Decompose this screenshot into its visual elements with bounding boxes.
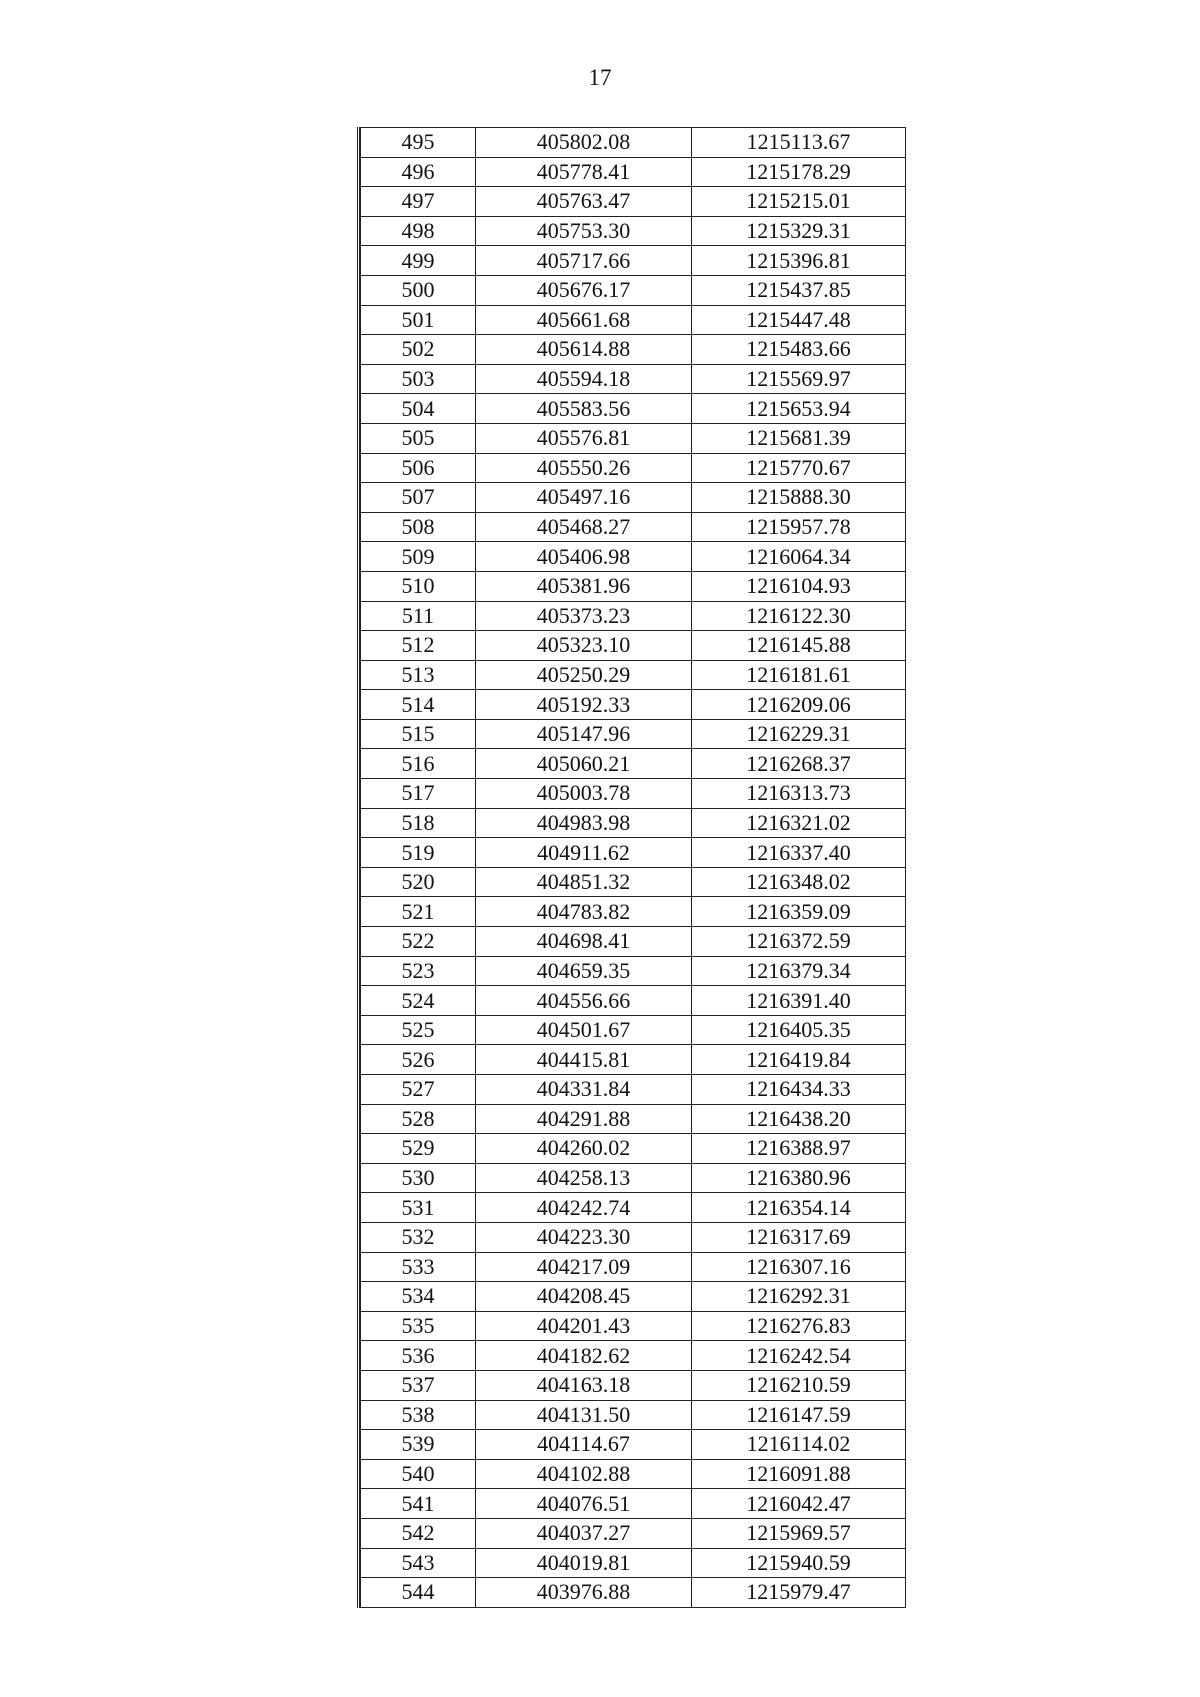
x-coordinate-cell: 405323.10 — [476, 631, 692, 661]
point-number-cell: 523 — [361, 956, 476, 986]
point-number-cell: 543 — [361, 1548, 476, 1578]
point-number-cell: 522 — [361, 927, 476, 957]
point-number-cell: 521 — [361, 897, 476, 927]
table-row — [361, 1163, 906, 1193]
point-number-cell: 540 — [361, 1459, 476, 1489]
table-row — [361, 1578, 906, 1608]
y-coordinate-cell: 1216229.31 — [692, 719, 906, 749]
point-number-cell: 517 — [361, 779, 476, 809]
point-number-cell: 496 — [361, 157, 476, 187]
point-number-cell: 498 — [361, 216, 476, 246]
x-coordinate-cell: 405003.78 — [476, 779, 692, 809]
y-coordinate-cell: 1215888.30 — [692, 483, 906, 513]
y-coordinate-cell: 1216379.34 — [692, 956, 906, 986]
point-number-cell: 495 — [361, 128, 476, 158]
y-coordinate-cell: 1215979.47 — [692, 1578, 906, 1608]
y-coordinate-cell: 1216122.30 — [692, 601, 906, 631]
y-coordinate-cell: 1216337.40 — [692, 838, 906, 868]
point-number-cell: 516 — [361, 749, 476, 779]
point-number-cell: 520 — [361, 867, 476, 897]
y-coordinate-cell: 1215113.67 — [692, 128, 906, 158]
table-row — [361, 1282, 906, 1312]
x-coordinate-cell: 404102.88 — [476, 1459, 692, 1489]
y-coordinate-cell: 1216388.97 — [692, 1134, 906, 1164]
x-coordinate-cell: 404556.66 — [476, 986, 692, 1016]
y-coordinate-cell: 1216313.73 — [692, 779, 906, 809]
point-number-cell: 499 — [361, 246, 476, 276]
point-number-cell: 529 — [361, 1134, 476, 1164]
table-row — [361, 897, 906, 927]
point-number-cell: 501 — [361, 305, 476, 335]
y-coordinate-cell: 1216268.37 — [692, 749, 906, 779]
table-row — [361, 246, 906, 276]
table-row — [361, 986, 906, 1016]
point-number-cell: 541 — [361, 1489, 476, 1519]
x-coordinate-cell: 404131.50 — [476, 1400, 692, 1430]
x-coordinate-cell: 405717.66 — [476, 246, 692, 276]
table-row — [361, 601, 906, 631]
x-coordinate-cell: 405381.96 — [476, 571, 692, 601]
x-coordinate-cell: 405614.88 — [476, 335, 692, 365]
y-coordinate-cell: 1216391.40 — [692, 986, 906, 1016]
table-row — [361, 631, 906, 661]
point-number-cell: 504 — [361, 394, 476, 424]
table-row — [361, 216, 906, 246]
x-coordinate-cell: 404783.82 — [476, 897, 692, 927]
point-number-cell: 497 — [361, 187, 476, 217]
table-row — [361, 423, 906, 453]
point-number-cell: 531 — [361, 1193, 476, 1223]
x-coordinate-cell: 405550.26 — [476, 453, 692, 483]
coordinate-table-body — [361, 128, 906, 1608]
point-number-cell: 544 — [361, 1578, 476, 1608]
table-row — [361, 571, 906, 601]
table-row — [361, 394, 906, 424]
y-coordinate-cell: 1215569.97 — [692, 364, 906, 394]
x-coordinate-cell: 404201.43 — [476, 1311, 692, 1341]
table-row — [361, 1045, 906, 1075]
table-row — [361, 1548, 906, 1578]
x-coordinate-cell: 405250.29 — [476, 660, 692, 690]
point-number-cell: 509 — [361, 542, 476, 572]
y-coordinate-cell: 1215483.66 — [692, 335, 906, 365]
x-coordinate-cell: 405583.56 — [476, 394, 692, 424]
x-coordinate-cell: 404242.74 — [476, 1193, 692, 1223]
y-coordinate-cell: 1216042.47 — [692, 1489, 906, 1519]
point-number-cell: 518 — [361, 808, 476, 838]
y-coordinate-cell: 1216210.59 — [692, 1370, 906, 1400]
table-row — [361, 867, 906, 897]
table-row — [361, 956, 906, 986]
x-coordinate-cell: 404911.62 — [476, 838, 692, 868]
x-coordinate-cell: 403976.88 — [476, 1578, 692, 1608]
x-coordinate-cell: 404331.84 — [476, 1075, 692, 1105]
y-coordinate-cell: 1215969.57 — [692, 1518, 906, 1548]
table-row — [361, 808, 906, 838]
point-number-cell: 514 — [361, 690, 476, 720]
point-number-cell: 528 — [361, 1104, 476, 1134]
y-coordinate-cell: 1216104.93 — [692, 571, 906, 601]
point-number-cell: 505 — [361, 423, 476, 453]
y-coordinate-cell: 1216114.02 — [692, 1430, 906, 1460]
point-number-cell: 527 — [361, 1075, 476, 1105]
table-row — [361, 1222, 906, 1252]
point-number-cell: 524 — [361, 986, 476, 1016]
x-coordinate-cell: 405753.30 — [476, 216, 692, 246]
x-coordinate-cell: 405778.41 — [476, 157, 692, 187]
point-number-cell: 503 — [361, 364, 476, 394]
x-coordinate-cell: 404076.51 — [476, 1489, 692, 1519]
point-number-cell: 530 — [361, 1163, 476, 1193]
table-row — [361, 483, 906, 513]
x-coordinate-cell: 405661.68 — [476, 305, 692, 335]
y-coordinate-cell: 1216276.83 — [692, 1311, 906, 1341]
point-number-cell: 525 — [361, 1015, 476, 1045]
point-number-cell: 515 — [361, 719, 476, 749]
table-row — [361, 779, 906, 809]
x-coordinate-cell: 404983.98 — [476, 808, 692, 838]
point-number-cell: 542 — [361, 1518, 476, 1548]
table-row — [361, 1370, 906, 1400]
y-coordinate-cell: 1216242.54 — [692, 1341, 906, 1371]
table-row — [361, 838, 906, 868]
table-row — [361, 1518, 906, 1548]
y-coordinate-cell: 1216434.33 — [692, 1075, 906, 1105]
y-coordinate-cell: 1215396.81 — [692, 246, 906, 276]
point-number-cell: 502 — [361, 335, 476, 365]
point-number-cell: 535 — [361, 1311, 476, 1341]
x-coordinate-cell: 405676.17 — [476, 275, 692, 305]
table-row — [361, 1193, 906, 1223]
y-coordinate-cell: 1215681.39 — [692, 423, 906, 453]
point-number-cell: 538 — [361, 1400, 476, 1430]
point-number-cell: 539 — [361, 1430, 476, 1460]
point-number-cell: 532 — [361, 1222, 476, 1252]
y-coordinate-cell: 1216145.88 — [692, 631, 906, 661]
y-coordinate-cell: 1215178.29 — [692, 157, 906, 187]
y-coordinate-cell: 1216419.84 — [692, 1045, 906, 1075]
y-coordinate-cell: 1216348.02 — [692, 867, 906, 897]
point-number-cell: 511 — [361, 601, 476, 631]
table-row — [361, 364, 906, 394]
y-coordinate-cell: 1216292.31 — [692, 1282, 906, 1312]
y-coordinate-cell: 1216209.06 — [692, 690, 906, 720]
coordinate-table — [360, 127, 906, 1608]
y-coordinate-cell: 1216181.61 — [692, 660, 906, 690]
y-coordinate-cell: 1215215.01 — [692, 187, 906, 217]
table-row — [361, 1252, 906, 1282]
y-coordinate-cell: 1216321.02 — [692, 808, 906, 838]
x-coordinate-cell: 404163.18 — [476, 1370, 692, 1400]
x-coordinate-cell: 404114.67 — [476, 1430, 692, 1460]
y-coordinate-cell: 1216147.59 — [692, 1400, 906, 1430]
page-number: 17 — [588, 65, 612, 90]
point-number-cell: 506 — [361, 453, 476, 483]
point-number-cell: 526 — [361, 1045, 476, 1075]
table-row — [361, 1459, 906, 1489]
table-row — [361, 690, 906, 720]
table-row — [361, 749, 906, 779]
y-coordinate-cell: 1215447.48 — [692, 305, 906, 335]
table-row — [361, 1104, 906, 1134]
y-coordinate-cell: 1215940.59 — [692, 1548, 906, 1578]
x-coordinate-cell: 405468.27 — [476, 512, 692, 542]
table-row — [361, 335, 906, 365]
point-number-cell: 512 — [361, 631, 476, 661]
x-coordinate-cell: 405576.81 — [476, 423, 692, 453]
point-number-cell: 500 — [361, 275, 476, 305]
y-coordinate-cell: 1216372.59 — [692, 927, 906, 957]
x-coordinate-cell: 404037.27 — [476, 1518, 692, 1548]
y-coordinate-cell: 1215653.94 — [692, 394, 906, 424]
point-number-cell: 513 — [361, 660, 476, 690]
y-coordinate-cell: 1215957.78 — [692, 512, 906, 542]
point-number-cell: 519 — [361, 838, 476, 868]
table-row — [361, 305, 906, 335]
table-row — [361, 512, 906, 542]
y-coordinate-cell: 1216405.35 — [692, 1015, 906, 1045]
y-coordinate-cell: 1216064.34 — [692, 542, 906, 572]
table-row — [361, 1489, 906, 1519]
x-coordinate-cell: 404291.88 — [476, 1104, 692, 1134]
table-row — [361, 1015, 906, 1045]
x-coordinate-cell: 404698.41 — [476, 927, 692, 957]
table-row — [361, 187, 906, 217]
table-row — [361, 1341, 906, 1371]
y-coordinate-cell: 1215770.67 — [692, 453, 906, 483]
table-row — [361, 660, 906, 690]
x-coordinate-cell: 404182.62 — [476, 1341, 692, 1371]
coordinate-table-container — [357, 127, 905, 1608]
x-coordinate-cell: 405802.08 — [476, 128, 692, 158]
y-coordinate-cell: 1215329.31 — [692, 216, 906, 246]
y-coordinate-cell: 1216438.20 — [692, 1104, 906, 1134]
point-number-cell: 536 — [361, 1341, 476, 1371]
x-coordinate-cell: 404208.45 — [476, 1282, 692, 1312]
table-row — [361, 1311, 906, 1341]
table-row — [361, 1430, 906, 1460]
x-coordinate-cell: 405763.47 — [476, 187, 692, 217]
x-coordinate-cell: 404415.81 — [476, 1045, 692, 1075]
y-coordinate-cell: 1216380.96 — [692, 1163, 906, 1193]
x-coordinate-cell: 405147.96 — [476, 719, 692, 749]
x-coordinate-cell: 404501.67 — [476, 1015, 692, 1045]
y-coordinate-cell: 1216354.14 — [692, 1193, 906, 1223]
y-coordinate-cell: 1215437.85 — [692, 275, 906, 305]
y-coordinate-cell: 1216307.16 — [692, 1252, 906, 1282]
point-number-cell: 510 — [361, 571, 476, 601]
y-coordinate-cell: 1216317.69 — [692, 1222, 906, 1252]
x-coordinate-cell: 405406.98 — [476, 542, 692, 572]
x-coordinate-cell: 404258.13 — [476, 1163, 692, 1193]
x-coordinate-cell: 404217.09 — [476, 1252, 692, 1282]
y-coordinate-cell: 1216091.88 — [692, 1459, 906, 1489]
table-row — [361, 1400, 906, 1430]
x-coordinate-cell: 405060.21 — [476, 749, 692, 779]
x-coordinate-cell: 404260.02 — [476, 1134, 692, 1164]
point-number-cell: 537 — [361, 1370, 476, 1400]
table-row — [361, 927, 906, 957]
x-coordinate-cell: 405192.33 — [476, 690, 692, 720]
point-number-cell: 533 — [361, 1252, 476, 1282]
x-coordinate-cell: 405594.18 — [476, 364, 692, 394]
table-row — [361, 1075, 906, 1105]
x-coordinate-cell: 404851.32 — [476, 867, 692, 897]
table-row — [361, 157, 906, 187]
x-coordinate-cell: 405373.23 — [476, 601, 692, 631]
x-coordinate-cell: 404223.30 — [476, 1222, 692, 1252]
table-row — [361, 275, 906, 305]
x-coordinate-cell: 405497.16 — [476, 483, 692, 513]
table-row — [361, 128, 906, 158]
table-row — [361, 542, 906, 572]
point-number-cell: 508 — [361, 512, 476, 542]
y-coordinate-cell: 1216359.09 — [692, 897, 906, 927]
x-coordinate-cell: 404659.35 — [476, 956, 692, 986]
table-row — [361, 453, 906, 483]
point-number-cell: 534 — [361, 1282, 476, 1312]
point-number-cell: 507 — [361, 483, 476, 513]
table-row — [361, 719, 906, 749]
x-coordinate-cell: 404019.81 — [476, 1548, 692, 1578]
table-row — [361, 1134, 906, 1164]
